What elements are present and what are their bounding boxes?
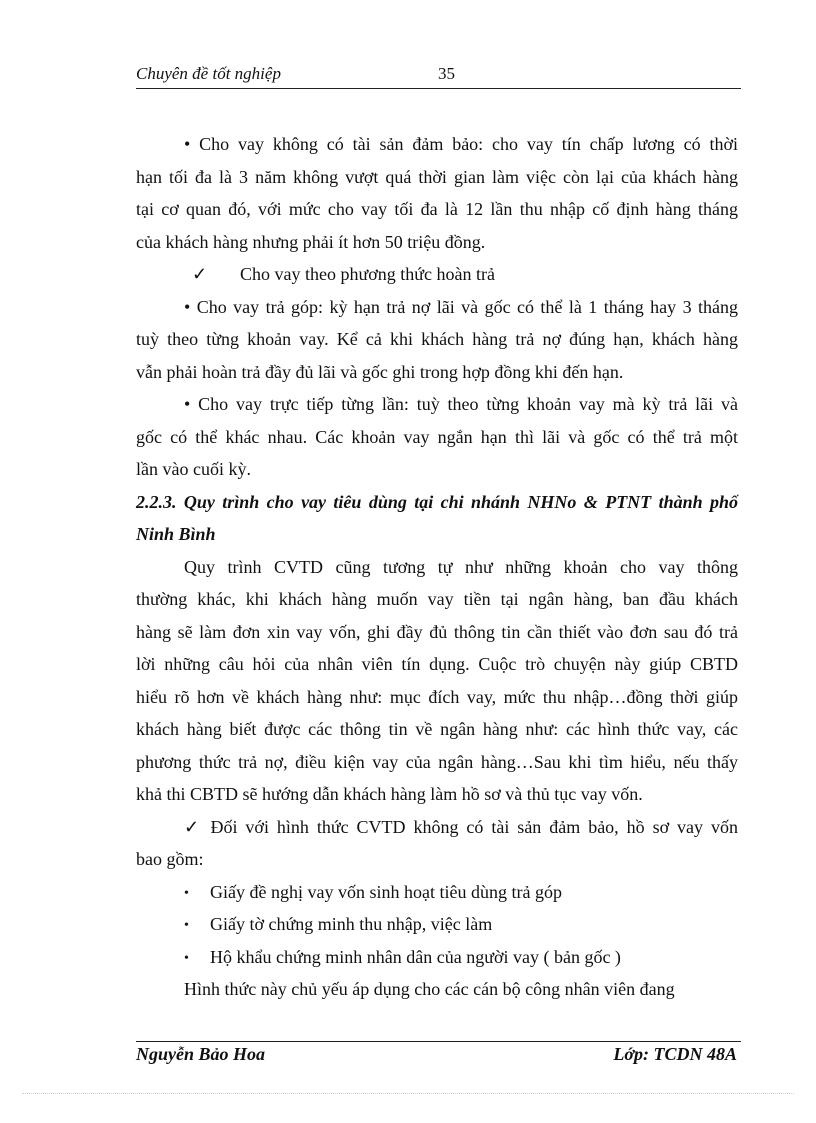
list-item (136, 908, 738, 941)
section-heading: Ninh Bình (136, 524, 216, 544)
paragraph-line: Quy trình CVTD cũng tương tự như những khoản cho vay thông (184, 556, 738, 577)
paragraph-line: của khách hàng nhưng phải ít hơn 50 triệu đồng. (136, 231, 486, 252)
paragraph-line: • Cho vay trả góp: kỳ hạn trả nợ lãi và gốc có thể là 1 tháng hay 3 tháng (184, 296, 738, 317)
list-item-text: Giấy tờ chứng minh thu nhập, việc làm (210, 914, 493, 934)
footer-author: Nguyễn Bảo Hoa (136, 1044, 266, 1064)
page-number: 35 (438, 64, 455, 83)
bullet-icon: • (184, 950, 189, 966)
paragraph-line: tuỳ theo từng khoản vay. Kể cả khi khách hàng trả nợ đúng hạn, khách hàng (136, 329, 738, 349)
paragraph-line: ✓ Đối với hình thức CVTD không có tài sản đảm bảo, hồ sơ vay vốn (184, 816, 738, 837)
paragraph-line: bao gồm: (136, 849, 204, 869)
document-body (136, 128, 738, 1006)
list-item (136, 941, 738, 974)
checklist-item (136, 258, 738, 291)
check-icon: ✓ (192, 264, 208, 284)
list-item (136, 876, 738, 909)
paragraph-line: khách hàng biết được các thông tin về ngân hàng như: các hình thức vay, các (136, 719, 738, 739)
paragraph-line: Hình thức này chủ yếu áp dụng cho các cán bộ công nhân viên đang (184, 979, 675, 999)
checklist-text: Cho vay theo phương thức hoàn trả (240, 264, 495, 284)
paragraph-line: thường khác, khi khách hàng muốn vay tiền tại ngân hàng, ban đầu khách (136, 589, 738, 609)
list-item-text: Giấy đề nghị vay vốn sinh hoạt tiêu dùng trả góp (210, 881, 562, 902)
section-heading: 2.2.3. Quy trình cho vay tiêu dùng tại chi nhánh NHNo & PTNT thành phố (136, 491, 738, 512)
paragraph-line: lời những câu hỏi của nhân viên tín dụng. Cuộc trò chuyện này giúp CBTD (136, 654, 738, 674)
paragraph-line: hàng sẽ làm đơn xin vay vốn, ghi đầy đủ thông tin cần thiết vào đơn sau đó trả (136, 621, 738, 642)
paragraph-line: • Cho vay trực tiếp từng lần: tuỳ theo từng khoản vay mà kỳ trả lãi và (184, 394, 738, 414)
page-header (136, 62, 741, 89)
paragraph-line: hạn tối đa là 3 năm không vượt quá thời gian làm việc còn lại của khách hàng (136, 166, 738, 187)
bullet-icon: • (184, 885, 189, 901)
paragraph-line: phương thức trả nợ, điều kiện vay của ngân hàng…Sau khi tìm hiểu, nếu thấy (136, 751, 738, 772)
list-item-text: Hộ khẩu chứng minh nhân dân của người vay ( bản gốc ) (210, 946, 621, 967)
paragraph-line: hiểu rõ hơn về khách hàng như: mục đích vay, mức thu nhập…đồng thời giúp (136, 686, 738, 707)
header-title: Chuyên đề tốt nghiệp (136, 64, 281, 83)
paragraph-line: • Cho vay không có tài sản đảm bảo: cho vay tín chấp lương có thời (184, 134, 738, 154)
footer-class: Lớp: TCDN 48A (613, 1044, 737, 1064)
page-edge-divider (22, 1093, 794, 1094)
paragraph-line: gốc có thể khác nhau. Các khoản vay ngắn hạn thì lãi và gốc có thể trả một (136, 426, 738, 447)
paragraph-line: khả thi CBTD sẽ hướng dẫn khách hàng làm hồ sơ và thủ tục vay vốn. (136, 784, 643, 804)
paragraph-line: lần vào cuối kỳ. (136, 459, 251, 479)
page-footer (136, 1041, 741, 1064)
paragraph-line: tại cơ quan đó, với mức cho vay tối đa là 12 lần thu nhập cố định hàng tháng (136, 199, 738, 219)
bullet-icon: • (184, 918, 189, 933)
paragraph-line: vẫn phải hoàn trả đầy đủ lãi và gốc ghi trong hợp đồng khi đến hạn. (136, 361, 624, 382)
